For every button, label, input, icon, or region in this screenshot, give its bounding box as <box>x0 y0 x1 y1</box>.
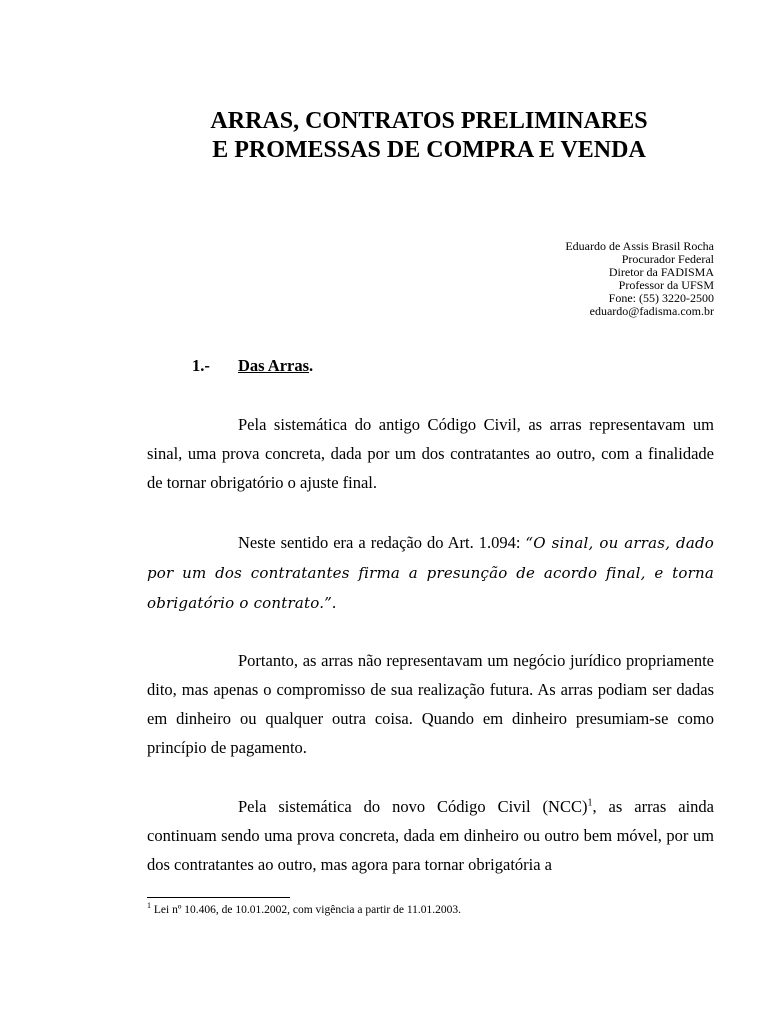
document-title <box>0 107 768 165</box>
title-line-1: ARRAS, CONTRATOS PRELIMINARES <box>210 108 648 134</box>
paragraph-2-intro: Neste sentido era a redação do Art. 1.094: <box>238 533 526 552</box>
author-block <box>565 240 714 318</box>
section-heading <box>192 356 313 376</box>
article-quote: “O sinal, ou arras, dado por um dos contratantes firma a presunção de acordo final, e torna obrigatório o contrato.” <box>147 534 714 612</box>
footnote <box>147 901 462 916</box>
footnote-divider <box>147 897 290 898</box>
author-role-3: Professor da UFSM <box>618 278 714 292</box>
title-line-2: E PROMESSAS DE COMPRA E VENDA <box>212 137 646 163</box>
paragraph-3: Portanto, as arras não representavam um negócio jurídico propriamente dito, mas apenas o compromisso de sua realização futura. As arras podiam ser dadas em dinheiro ou qualquer outra coisa. Quando em dinheiro presumiam-se como princípio de pagamento. <box>147 651 714 757</box>
paragraph-4-rest: , as arras ainda continuam sendo uma prova concreta, dada em dinheiro ou outro bem móvel, por um dos contratantes ao outro, mas agora para tornar obrigatória a <box>147 797 714 874</box>
paragraph-4 <box>147 792 714 879</box>
author-role-1: Procurador Federal <box>621 252 714 266</box>
section-title: Das Arras <box>238 356 310 375</box>
paragraph-4-start: Pela sistemática do novo Código Civil (NCC) <box>238 797 588 816</box>
footnote-mark: 1 <box>147 901 151 911</box>
section-title-period: . <box>309 356 314 375</box>
author-name: Eduardo de Assis Brasil Rocha <box>565 239 714 253</box>
paragraph-2-end: . <box>332 593 337 612</box>
author-phone: Fone: (55) 3220-2500 <box>608 291 714 305</box>
footnote-text: Lei nº 10.406, de 10.01.2002, com vigência a partir de 11.01.2003. <box>151 904 462 916</box>
author-role-2: Diretor da FADISMA <box>608 265 714 279</box>
author-email: eduardo@fadisma.com.br <box>589 304 714 318</box>
paragraph-1: Pela sistemática do antigo Código Civil, as arras representavam um sinal, uma prova concreta, dada por um dos contratantes ao outro, com a finalidade de tornar obrigatório o ajuste final. <box>147 415 714 492</box>
section-number: 1.- <box>192 356 210 375</box>
paragraph-2 <box>147 528 714 618</box>
footnote-reference: 1 <box>587 797 593 809</box>
